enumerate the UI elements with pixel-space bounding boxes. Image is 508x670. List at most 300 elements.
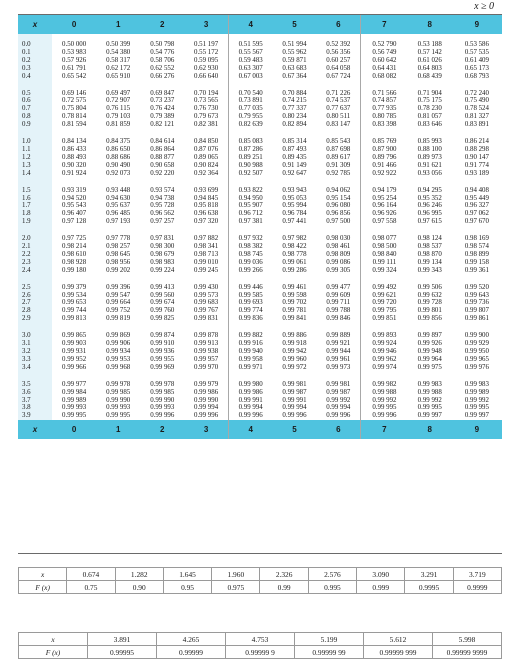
column-header: 0	[52, 15, 96, 34]
cdf-cell: 0.99 882	[228, 332, 272, 340]
x-cell: 3.719	[453, 568, 501, 581]
cdf-cell: 0.99 851	[361, 315, 408, 323]
cdf-cell: 0.92 364	[194, 169, 219, 177]
x-cell: 5.199	[295, 633, 364, 646]
x-cell: 3.090	[357, 568, 405, 581]
cdf-cell: 0.89 617	[326, 153, 351, 161]
column-header: 2	[140, 420, 184, 439]
cdf-cell: 0.99 324	[361, 267, 408, 275]
cdf-cell: 0.99 807	[464, 307, 489, 315]
row-x-value: 3.1	[18, 340, 52, 348]
table-row	[18, 146, 502, 154]
cdf-cell: 0.71 566	[361, 90, 408, 98]
cdf-cell: 0.99 379	[62, 283, 87, 291]
cdf-cell: 0.99 986	[194, 388, 219, 396]
table-row	[18, 356, 502, 364]
row-x-value: 2.1	[18, 243, 52, 251]
column-header: 5	[272, 15, 316, 34]
cdf-cell: 0.56 356	[326, 48, 351, 56]
column-header: 8	[408, 420, 452, 439]
cdf-cell: 0.98 809	[326, 250, 351, 258]
cdf-cell: 0.75 804	[62, 105, 87, 113]
cdf-cell: 0.93 448	[106, 186, 131, 194]
cdf-cell: 0.99 573	[194, 291, 219, 299]
cdf-cell: 0.99 841	[282, 315, 307, 323]
cdf-cell: 0.98 679	[150, 250, 175, 258]
cdf-cell: 0.53 188	[417, 41, 442, 48]
cdf-cell: 0.99 086	[326, 258, 351, 266]
cdf-cell: 0.55 172	[194, 48, 219, 56]
cdf-cell: 0.99 993	[62, 404, 87, 412]
cdf-cell: 0.99 968	[106, 363, 131, 371]
cdf-cell: 0.59 483	[228, 57, 272, 65]
cdf-cell: 0.99 774	[228, 307, 272, 315]
cdf-cell: 0.89 435	[282, 153, 307, 161]
cdf-cell: 0.72 240	[464, 89, 489, 97]
cdf-cell: 0.99 958	[228, 356, 272, 364]
cdf-cell: 0.98 956	[106, 258, 131, 266]
row-x-value: 1.6	[18, 195, 52, 203]
spacer-cell	[228, 226, 272, 235]
cdf-cell: 0.94 738	[150, 194, 175, 202]
cdf-cell: 0.99 918	[282, 340, 307, 348]
table-row	[18, 49, 502, 57]
cdf-cell: 0.99 111	[361, 259, 408, 267]
row-x-value: 1.2	[18, 154, 52, 162]
cdf-cell: 0.97 932	[228, 235, 272, 243]
group-spacer	[18, 226, 502, 235]
table-row	[18, 381, 502, 389]
cdf-cell: 0.99 477	[326, 283, 351, 291]
cdf-cell: 0.99 979	[194, 380, 219, 388]
cdf-cell: 0.97 062	[464, 210, 489, 218]
table-row	[18, 397, 502, 405]
cdf-cell: 0.99 720	[361, 299, 408, 307]
spacer-cell	[184, 178, 228, 187]
cdf-cell: 0.95 254	[361, 195, 408, 203]
x-column-header: x	[18, 420, 52, 439]
table-row	[18, 154, 502, 162]
f-cell: 0.75	[67, 581, 115, 594]
table-row	[18, 138, 502, 146]
x-cell: 1.645	[163, 568, 211, 581]
row-x-value: 2.0	[18, 235, 52, 243]
cdf-cell: 0.97 615	[417, 218, 442, 226]
cdf-cell: 0.83 398	[361, 121, 408, 129]
cdf-cell: 0.51 994	[282, 41, 307, 48]
cdf-cell: 0.51 595	[228, 34, 272, 49]
cdf-cell: 0.99 990	[150, 396, 175, 404]
cdf-cell: 0.99 621	[361, 292, 408, 300]
group-spacer	[18, 323, 502, 332]
row-x-value: 2.3	[18, 259, 52, 267]
table-row	[18, 348, 502, 356]
spacer-cell	[408, 81, 452, 90]
cdf-cell: 0.98 077	[361, 235, 408, 243]
cdf-cell: 0.92 507	[228, 170, 272, 178]
column-header: 3	[184, 420, 228, 439]
cdf-cell: 0.99 977	[62, 380, 87, 388]
cdf-cell: 0.99 936	[150, 348, 175, 355]
cdf-cell: 0.99 993	[150, 404, 175, 412]
cdf-cell: 0.99 987	[326, 388, 351, 396]
spacer-cell	[408, 178, 452, 187]
cdf-cell: 0.95 994	[282, 202, 307, 210]
cdf-cell: 0.50 399	[106, 41, 131, 48]
spacer-cell	[452, 178, 502, 187]
cdf-cell: 0.88 100	[417, 145, 442, 153]
cdf-cell: 0.96 327	[464, 202, 489, 210]
cdf-cell: 0.82 381	[194, 121, 219, 129]
spacer-cell	[408, 275, 452, 284]
cdf-cell: 0.83 891	[464, 121, 489, 129]
x-row	[19, 568, 502, 581]
cdf-cell: 0.72 907	[106, 97, 131, 105]
spacer-cell	[140, 275, 184, 284]
cdf-cell: 0.62 930	[194, 64, 219, 72]
spacer-cell	[18, 178, 52, 187]
cdf-cell: 0.99 997	[417, 412, 442, 420]
cdf-cell: 0.98 574	[464, 243, 489, 251]
x-column-header: x	[18, 15, 52, 34]
cdf-cell: 0.78 230	[417, 105, 442, 113]
cdf-cell: 0.99 266	[228, 267, 272, 275]
cdf-cell: 0.99 547	[106, 291, 131, 299]
spacer-cell	[52, 81, 96, 90]
cdf-cell: 0.99 991	[228, 397, 272, 405]
cdf-cell: 0.99 953	[106, 355, 131, 363]
spacer-cell	[317, 178, 361, 187]
spacer-cell	[96, 226, 140, 235]
cdf-cell: 0.99 987	[282, 388, 307, 396]
cdf-cell: 0.77 035	[228, 105, 272, 113]
cdf-cell: 0.50 798	[150, 41, 175, 48]
cdf-cell: 0.99 957	[194, 355, 219, 363]
cdf-cell: 0.68 793	[464, 72, 489, 80]
table-row	[18, 340, 502, 348]
cdf-cell: 0.95 543	[62, 202, 87, 210]
cdf-cell: 0.88 493	[62, 153, 87, 161]
spacer-cell	[361, 275, 408, 284]
row-x-value: 1.4	[18, 170, 52, 178]
cdf-cell: 0.99 158	[464, 258, 489, 266]
cdf-cell: 0.96 164	[361, 202, 408, 210]
cdf-cell: 0.99 970	[194, 363, 219, 371]
cdf-cell: 0.76 424	[150, 105, 175, 113]
cdf-cell: 0.99 995	[417, 404, 442, 412]
cdf-cell: 0.99 993	[106, 404, 131, 412]
row-x-value: 0.4	[18, 73, 52, 81]
table-row	[18, 65, 502, 73]
cdf-cell: 0.52 392	[326, 41, 351, 48]
f-cell: 0.99999 9999	[433, 646, 502, 659]
row-x-value: 2.5	[18, 284, 52, 292]
cdf-cell: 0.95 449	[464, 194, 489, 202]
cdf-cell: 0.63 683	[282, 64, 307, 72]
cdf-cell: 0.98 300	[150, 243, 175, 251]
cdf-cell: 0.99 856	[417, 315, 442, 323]
spacer-cell	[140, 129, 184, 138]
table-row	[18, 292, 502, 300]
row-x-value: 2.7	[18, 299, 52, 307]
table-row	[18, 73, 502, 81]
cdf-cell: 0.99 985	[106, 388, 131, 396]
cdf-cell: 0.87 286	[228, 146, 272, 154]
cdf-cell: 0.59 871	[282, 56, 307, 64]
cdf-cell: 0.98 461	[326, 243, 351, 251]
cdf-cell: 0.61 409	[464, 56, 489, 64]
spacer-cell	[18, 372, 52, 381]
cdf-cell: 0.80 785	[361, 113, 408, 121]
column-header: 6	[317, 420, 361, 439]
cdf-cell: 0.82 121	[150, 121, 175, 129]
cdf-cell: 0.94 179	[361, 187, 408, 195]
row-x-value: 0.6	[18, 97, 52, 105]
cdf-cell: 0.99 836	[228, 315, 272, 323]
cdf-cell: 0.74 537	[326, 97, 351, 105]
cdf-cell: 0.95 728	[150, 202, 175, 210]
cdf-cell: 0.99 781	[282, 307, 307, 315]
f-cell: 0.9999	[453, 581, 501, 594]
f-cell: 0.995	[308, 581, 356, 594]
cdf-cell: 0.98 030	[326, 235, 351, 243]
cdf-cell: 0.96 407	[62, 210, 87, 218]
cdf-cell: 0.99 202	[106, 266, 131, 274]
spacer-cell	[272, 275, 316, 284]
cdf-cell: 0.77 337	[282, 105, 307, 113]
cdf-cell: 0.99 916	[228, 340, 272, 348]
cdf-cell: 0.94 520	[62, 194, 87, 202]
cdf-cell: 0.99 996	[326, 412, 351, 420]
cdf-cell: 0.99 865	[62, 332, 87, 340]
cdf-cell: 0.99 430	[194, 283, 219, 291]
cdf-cell: 0.99 910	[150, 340, 175, 348]
cdf-cell: 0.99 994	[326, 404, 351, 412]
cdf-cell: 0.99 653	[62, 299, 87, 307]
cdf-cell: 0.82 894	[282, 121, 307, 129]
cdf-cell: 0.99 971	[228, 364, 272, 372]
cdf-cell: 0.99 897	[417, 332, 442, 340]
cdf-cell: 0.75 175	[417, 97, 442, 105]
cdf-cell: 0.93 822	[228, 187, 272, 195]
cdf-cell: 0.57 926	[62, 56, 87, 64]
cdf-cell: 0.98 500	[361, 243, 408, 251]
cdf-cell: 0.97 128	[62, 218, 87, 226]
table-row	[18, 90, 502, 98]
spacer-cell	[140, 81, 184, 90]
cdf-cell: 0.99 978	[150, 380, 175, 388]
cdf-cell: 0.89 796	[361, 154, 408, 162]
cdf-cell: 0.55 567	[228, 49, 272, 57]
table-row	[18, 404, 502, 412]
cdf-cell: 0.99 950	[464, 348, 489, 355]
row-x-value: 1.8	[18, 210, 52, 218]
spacer-cell	[140, 372, 184, 381]
row-x-value: 3.0	[18, 332, 52, 340]
table-row	[18, 332, 502, 340]
cdf-cell: 0.84 614	[150, 138, 175, 146]
cdf-cell: 0.55 962	[282, 48, 307, 56]
cdf-cell: 0.99 986	[228, 389, 272, 397]
spacer-cell	[228, 275, 272, 284]
cdf-cell: 0.99 983	[464, 380, 489, 388]
cdf-cell: 0.99 996	[361, 412, 408, 420]
cdf-cell: 0.99 934	[106, 348, 131, 355]
cdf-cell: 0.99 446	[228, 284, 272, 292]
cdf-cell: 0.53 983	[62, 48, 87, 56]
cdf-cell: 0.91 621	[417, 161, 442, 169]
group-spacer	[18, 81, 502, 90]
spacer-cell	[361, 129, 408, 138]
cdf-cell: 0.99 825	[150, 315, 175, 323]
cdf-cell: 0.98 928	[62, 258, 87, 266]
cdf-cell: 0.77 637	[326, 105, 351, 113]
cdf-cell: 0.83 147	[326, 121, 351, 129]
spacer-cell	[184, 372, 228, 381]
table-row	[18, 315, 502, 323]
cdf-cell: 0.94 295	[417, 186, 442, 194]
cdf-cell: 0.99 819	[106, 315, 131, 323]
cdf-cell: 0.99 946	[361, 348, 408, 356]
f-cell: 0.999	[357, 581, 405, 594]
cdf-cell: 0.99 744	[62, 307, 87, 315]
spacer-cell	[452, 226, 502, 235]
cdf-cell: 0.99 931	[62, 348, 87, 355]
spacer-cell	[317, 275, 361, 284]
cdf-cell: 0.53 586	[464, 41, 489, 48]
cdf-cell: 0.91 924	[62, 169, 87, 177]
cdf-cell: 0.98 983	[150, 258, 175, 266]
cdf-cell: 0.67 364	[282, 72, 307, 80]
cdf-cell: 0.79 673	[194, 113, 219, 121]
cdf-cell: 0.99 788	[326, 307, 351, 315]
spacer-cell	[96, 275, 140, 284]
spacer-cell	[452, 81, 502, 90]
row-label: F (x)	[19, 646, 88, 659]
spacer-cell	[361, 226, 408, 235]
cdf-cell: 0.99 948	[417, 348, 442, 355]
fractile-table-1	[18, 567, 502, 594]
cdf-cell: 0.99 921	[326, 340, 351, 348]
cdf-cell: 0.99 878	[194, 332, 219, 340]
spacer-cell	[52, 178, 96, 187]
cdf-cell: 0.99 036	[228, 259, 272, 267]
spacer-cell	[272, 129, 316, 138]
cdf-cell: 0.99 982	[361, 381, 408, 389]
cdf-cell: 0.66 640	[194, 72, 219, 80]
cdf-cell: 0.94 845	[194, 194, 219, 202]
spacer-cell	[317, 323, 361, 332]
cdf-cell: 0.93 574	[150, 186, 175, 194]
cdf-cell: 0.81 594	[62, 121, 87, 129]
cdf-cell: 0.98 870	[417, 250, 442, 258]
cdf-cell: 0.95 053	[282, 194, 307, 202]
cdf-cell: 0.96 926	[361, 210, 408, 218]
spacer-cell	[18, 226, 52, 235]
x-cell: 2.326	[260, 568, 308, 581]
cdf-cell: 0.99 926	[417, 340, 442, 348]
cdf-cell: 0.89 973	[417, 153, 442, 161]
header-row-bottom	[18, 420, 502, 439]
cdf-cell: 0.64 058	[326, 64, 351, 72]
row-x-value: 0.9	[18, 121, 52, 129]
cdf-cell: 0.78 524	[464, 105, 489, 113]
cdf-cell: 0.65 910	[106, 72, 131, 80]
cdf-cell: 0.79 103	[106, 113, 131, 121]
cdf-cell: 0.99 560	[150, 291, 175, 299]
cdf-cell: 0.98 745	[228, 251, 272, 259]
cdf-cell: 0.99 813	[62, 315, 87, 323]
spacer-cell	[272, 178, 316, 187]
cdf-cell: 0.99 995	[62, 412, 87, 420]
x-cell: 5.998	[433, 633, 502, 646]
cdf-cell: 0.86 214	[464, 138, 489, 146]
cdf-cell: 0.99 990	[106, 396, 131, 404]
row-label: F (x)	[19, 581, 67, 594]
cdf-cell: 0.68 439	[417, 72, 442, 80]
cdf-cell: 0.99 598	[282, 291, 307, 299]
spacer-cell	[317, 226, 361, 235]
x-cell: 5.612	[364, 633, 433, 646]
cdf-cell: 0.92 922	[361, 170, 408, 178]
x-cell: 4.753	[226, 633, 295, 646]
cdf-cell: 0.99 965	[464, 355, 489, 363]
column-header: 4	[228, 420, 272, 439]
cdf-cell: 0.93 943	[282, 186, 307, 194]
cdf-cell: 0.97 725	[62, 235, 87, 243]
cdf-cell: 0.82 639	[228, 121, 272, 129]
cdf-cell: 0.99 983	[417, 380, 442, 388]
cdf-cell: 0.99 952	[62, 355, 87, 363]
spacer-cell	[317, 81, 361, 90]
spacer-cell	[408, 372, 452, 381]
normal-distribution-table	[18, 14, 502, 554]
column-header: 3	[184, 15, 228, 34]
f-cell: 0.99999 9	[226, 646, 295, 659]
row-x-value: 2.9	[18, 315, 52, 323]
cdf-cell: 0.96 995	[417, 210, 442, 218]
cdf-cell: 0.73 565	[194, 97, 219, 105]
cdf-cell: 0.96 856	[326, 210, 351, 218]
spacer-cell	[184, 81, 228, 90]
cdf-cell: 0.72 575	[62, 97, 87, 105]
cdf-cell: 0.87 076	[194, 145, 219, 153]
cdf-cell: 0.96 485	[106, 210, 131, 218]
row-x-value: 3.4	[18, 364, 52, 372]
cdf-cell: 0.99 396	[106, 283, 131, 291]
column-header: 1	[96, 420, 140, 439]
cdf-cell: 0.69 497	[106, 89, 131, 97]
cdf-cell: 0.96 080	[326, 202, 351, 210]
cdf-cell: 0.93 699	[194, 186, 219, 194]
cdf-cell: 0.99 924	[361, 340, 408, 348]
row-x-value: 3.9	[18, 412, 52, 420]
spacer-cell	[452, 372, 502, 381]
cdf-cell: 0.92 785	[326, 169, 351, 177]
cdf-cell: 0.99 996	[282, 412, 307, 420]
cdf-cell: 0.87 698	[326, 145, 351, 153]
group-spacer	[18, 275, 502, 284]
cdf-cell: 0.86 864	[150, 145, 175, 153]
cdf-cell: 0.94 950	[228, 195, 272, 203]
f-cell: 0.99	[260, 581, 308, 594]
cdf-cell: 0.87 900	[361, 146, 408, 154]
cdf-cell: 0.95 818	[194, 202, 219, 210]
spacer-cell	[18, 129, 52, 138]
cdf-cell: 0.99 585	[228, 292, 272, 300]
cdf-cell: 0.99 903	[62, 340, 87, 348]
spacer-cell	[52, 372, 96, 381]
